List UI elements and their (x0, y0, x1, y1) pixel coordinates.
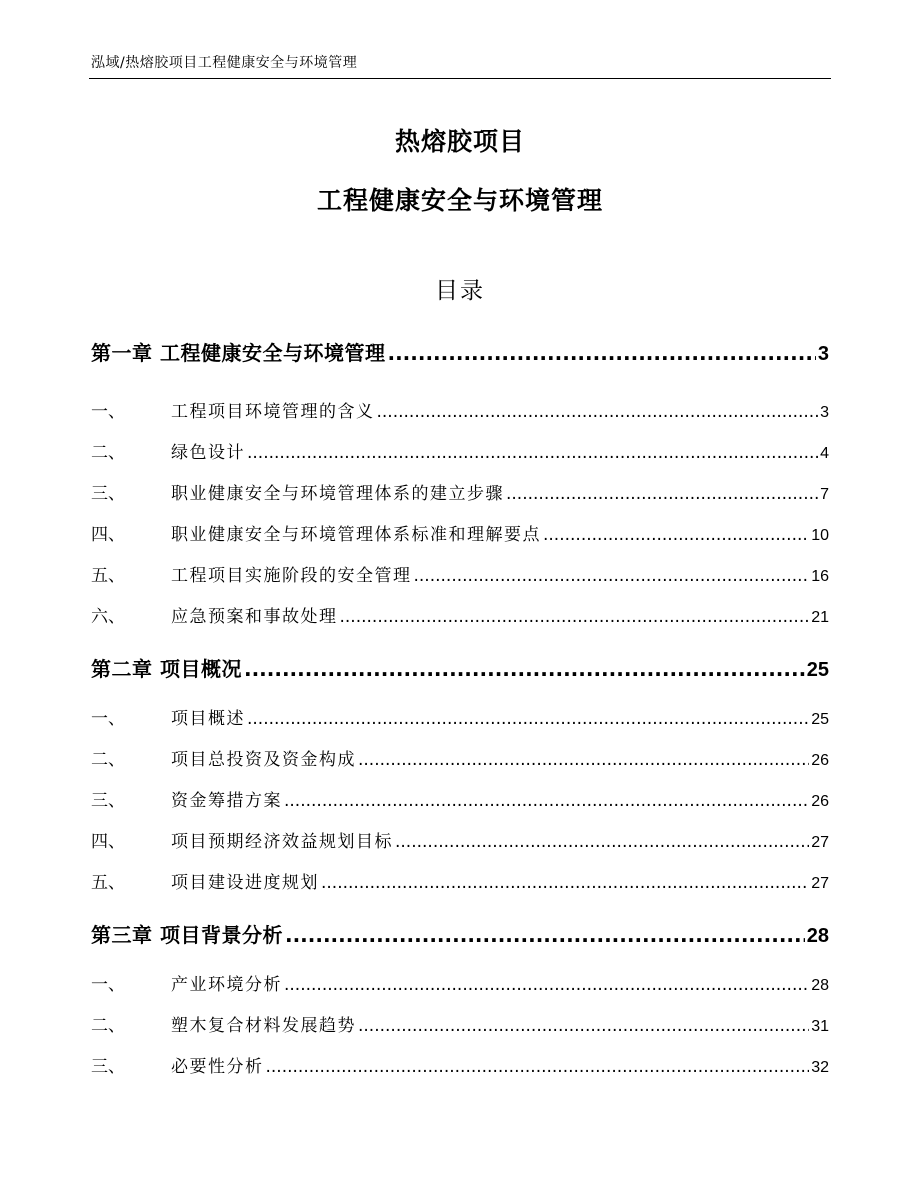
toc-entry-text: 第一章 工程健康安全与环境管理 (91, 341, 386, 365)
toc-section-entry[interactable] (91, 438, 829, 463)
toc-page-number: 26 (811, 793, 829, 810)
toc-entry-number: 一、 (91, 709, 125, 729)
toc-page-number: 21 (811, 609, 829, 626)
toc-entry-label (91, 520, 541, 545)
toc-entry-text: 职业健康安全与环境管理体系标准和理解要点 (171, 525, 541, 545)
toc-entry-number: 四、 (91, 525, 125, 545)
toc-entry-label (91, 868, 319, 893)
toc-page-number: 3 (817, 343, 829, 365)
toc-entry-text: 职业健康安全与环境管理体系的建立步骤 (171, 484, 504, 504)
toc-page-number: 25 (811, 711, 829, 728)
toc-section-entry[interactable] (91, 397, 829, 422)
toc-entry-number: 二、 (91, 443, 125, 463)
toc-section-entry[interactable] (91, 479, 829, 504)
toc-entry-number: 二、 (91, 1016, 125, 1036)
toc-entry-label (91, 561, 412, 586)
toc-page-number: 7 (820, 486, 829, 503)
toc-entry-number: 四、 (91, 832, 125, 852)
toc-entry-text: 项目预期经济效益规划目标 (171, 832, 393, 852)
toc-section-entry[interactable] (91, 704, 829, 729)
toc-entry-text: 塑木复合材料发展趋势 (171, 1016, 356, 1036)
toc-chapter-entry[interactable] (91, 919, 829, 948)
toc-dot-leader (284, 975, 809, 995)
toc-section-entry[interactable] (91, 1052, 829, 1077)
toc-entry-number: 五、 (91, 566, 125, 586)
toc-entry-text: 项目概述 (171, 709, 245, 729)
toc-dot-leader (358, 1016, 809, 1036)
toc-entry-number: 三、 (91, 1057, 125, 1077)
toc-section-entry[interactable] (91, 520, 829, 545)
toc-section-entry[interactable] (91, 970, 829, 995)
toc-dot-leader (284, 791, 809, 811)
toc-page-number: 3 (820, 404, 829, 421)
toc-entry-number: 一、 (91, 402, 125, 422)
toc-page-number: 4 (820, 445, 829, 462)
header-divider (89, 78, 831, 79)
toc-entry-text: 资金筹措方案 (171, 791, 282, 811)
toc-page-number: 27 (811, 834, 829, 851)
toc-entry-label (91, 704, 245, 729)
toc-entry-label (91, 653, 242, 682)
toc-entry-label (91, 602, 338, 627)
toc-entry-label (91, 438, 245, 463)
toc-dot-leader (358, 750, 809, 770)
toc-entry-label (91, 919, 283, 948)
toc-section-entry[interactable] (91, 827, 829, 852)
toc-entry-number: 六、 (91, 607, 125, 627)
toc-section-entry[interactable] (91, 561, 829, 586)
toc-dot-leader (321, 873, 809, 893)
toc-section-entry[interactable] (91, 745, 829, 770)
toc-entry-text: 应急预案和事故处理 (171, 607, 338, 627)
toc-entry-text: 项目建设进度规划 (171, 873, 319, 893)
toc-page-number: 26 (811, 752, 829, 769)
toc-entry-text: 绿色设计 (171, 443, 245, 463)
toc-entry-number: 一、 (91, 975, 125, 995)
toc-page-number: 32 (811, 1059, 829, 1076)
toc-entry-text: 必要性分析 (171, 1057, 264, 1077)
toc-section-entry[interactable] (91, 786, 829, 811)
toc-entry-label (91, 970, 282, 995)
running-header: 泓域/热熔胶项目工程健康安全与环境管理 (91, 55, 358, 71)
toc-dot-leader (266, 1057, 810, 1077)
document-title: 热熔胶项目 (394, 127, 525, 156)
toc-entry-label (91, 397, 375, 422)
toc-entry-label (91, 1052, 264, 1077)
toc-dot-leader (395, 832, 809, 852)
toc-dot-leader (247, 443, 818, 463)
toc-section-entry[interactable] (91, 868, 829, 893)
toc-entry-text: 第二章 项目概况 (91, 657, 242, 681)
toc-chapter-entry[interactable] (91, 653, 829, 682)
toc-page-number: 25 (806, 659, 829, 681)
toc-dot-leader (247, 709, 809, 729)
toc-page-number: 10 (811, 527, 829, 544)
toc-entry-text: 产业环境分析 (171, 975, 282, 995)
toc-dot-leader (340, 607, 810, 627)
toc-section-entry[interactable] (91, 1011, 829, 1036)
toc-dot-leader (543, 525, 809, 545)
toc-page-number: 27 (811, 875, 829, 892)
toc-entry-label (91, 1011, 356, 1036)
toc-entry-label (91, 745, 356, 770)
toc-entry-text: 工程项目实施阶段的安全管理 (171, 566, 412, 586)
document-subtitle: 工程健康安全与环境管理 (316, 186, 603, 215)
toc-entry-label (91, 827, 393, 852)
toc-entry-number: 三、 (91, 484, 125, 504)
toc-page-number: 31 (811, 1018, 829, 1035)
toc-section-entry[interactable] (91, 602, 829, 627)
toc-dot-leader (506, 484, 818, 504)
toc-page-number: 28 (811, 977, 829, 994)
toc-dot-leader (414, 566, 810, 586)
toc-entry-label (91, 786, 282, 811)
toc-entry-label (91, 479, 504, 504)
toc-entry-number: 二、 (91, 750, 125, 770)
toc-dot-leader (377, 402, 819, 422)
toc-entry-text: 第三章 项目背景分析 (91, 923, 283, 947)
toc-heading: 目录 (435, 278, 485, 304)
toc-entry-number: 五、 (91, 873, 125, 893)
toc-dot-leader (387, 341, 815, 365)
toc-entry-number: 三、 (91, 791, 125, 811)
toc-dot-leader (244, 657, 805, 681)
toc-page-number: 28 (806, 925, 829, 947)
toc-page-number: 16 (811, 568, 829, 585)
toc-entry-text: 项目总投资及资金构成 (171, 750, 356, 770)
toc-dot-leader (285, 923, 805, 947)
toc-entry-label (91, 337, 385, 366)
toc-chapter-entry[interactable] (91, 337, 829, 366)
toc-entry-text: 工程项目环境管理的含义 (171, 402, 375, 422)
